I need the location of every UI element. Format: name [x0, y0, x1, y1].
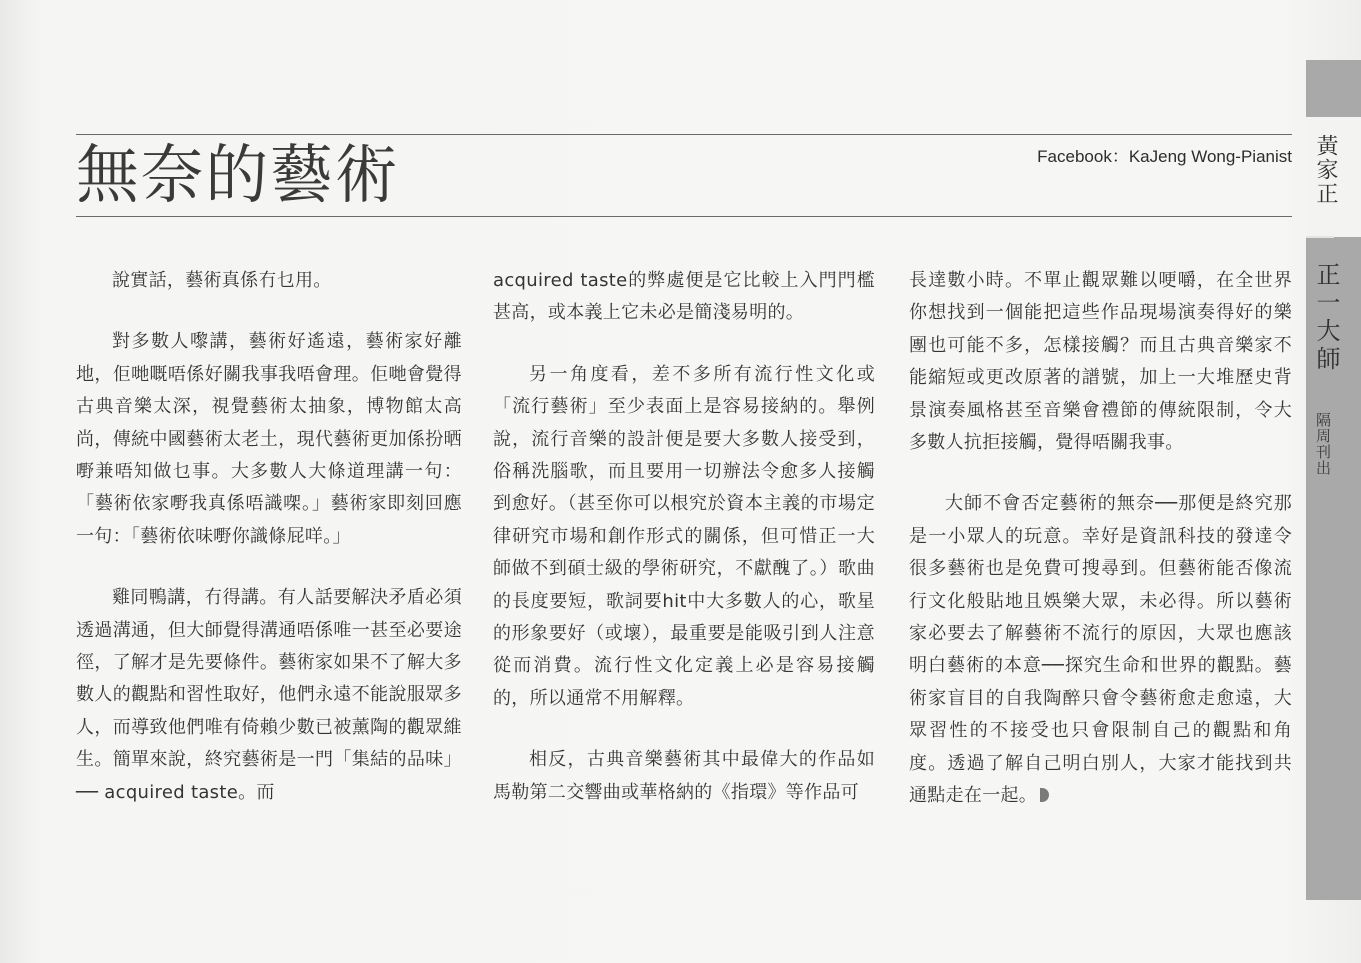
- header-top-rule: [76, 134, 1292, 135]
- paragraph-4: acquired taste的弊處便是它比較上入門門檻甚高，或本義上它未必是簡淺易明的。: [493, 270, 875, 324]
- paragraph-8: [909, 488, 1292, 812]
- article-column-1: [76, 265, 462, 838]
- sidebar-separator: [1306, 236, 1334, 238]
- paragraph-8-text: 大師不會否定藝術的無奈──那便是終究那是一小眾人的玩意。幸好是資訊科技的發達令很多藝術也是免費可搜尋到。但藝術能否像流行文化般貼地且娛樂大眾，未必得。所以藝術家必要去了解藝術不流行的原因，大眾也應該明白藝術的本意──探究生命和世界的觀點。藝術家盲目的自我陶醉只會令藝術愈走愈遠，大眾習性的不接受也只會限制自己的觀點和角度。透過了解自己明白別人，大家才能找到共通點走在一起。: [909, 493, 1292, 807]
- facebook-credit: Facebook：KaJeng Wong-Pianist: [1037, 147, 1292, 166]
- article-column-2: [493, 265, 875, 838]
- paragraph-6: 相反，古典音樂藝術其中最偉大的作品如馬勒第二交響曲或華格納的《指環》等作品可: [493, 749, 875, 803]
- author-name: 黃家正: [1313, 134, 1338, 206]
- paragraph-2: 對多數人嚟講，藝術好遙遠，藝術家好離地，佢哋嘅唔係好關我事我唔會理。佢哋會覺得古典音樂太深，視覺藝術太抽象，博物館太高尚，傳統中國藝術太老土，現代藝術更加係扮晒嘢兼唔知做乜事。大多數人大條道理講一句：「藝術依家嘢我真係唔識㗎。」藝術家即刻回應一句：「藝術依味嘢你識條屁咩。」: [76, 331, 462, 547]
- paragraph-1: 說實話，藝術真係冇乜用。: [112, 270, 332, 291]
- end-mark-icon: [1040, 788, 1049, 802]
- paragraph-7: 長達數小時。不單止觀眾難以哽嚼，在全世界你想找到一個能把這些作品現場演奏得好的樂團也可能不多，怎樣接觸？而且古典音樂家不能縮短或更改原著的譜號，加上一大堆歷史背景演奏風格甚至音樂會禮節的傳統限制，令大多數人抗拒接觸，覺得唔關我事。: [909, 270, 1292, 454]
- paragraph-5: 另一角度看，差不多所有流行性文化或「流行藝術」至少表面上是容易接納的。舉例說，流行音樂的設計便是要大多數人接受到，俗稱洗腦歌，而且要用一切辦法令愈多人接觸到愈好。（甚至你可以根究於資本主義的市場定律研究市場和創作形式的關係，但可惜正一大師做不到碩士級的學術研究，不獻醜了。）歌曲的長度要短，歌詞要hit中大多數人的心，歌星的形象要好（或壞），最重要是能吸引到人注意從而消費。流行性文化定義上必是容易接觸的，所以通常不用解釋。: [493, 363, 875, 709]
- article-title: 無奈的藝術: [76, 139, 400, 213]
- header-bottom-rule: [76, 216, 1292, 217]
- publication-frequency: 隔周刊出: [1314, 412, 1332, 476]
- paragraph-3: 雞同鴨講，冇得講。有人話要解決矛盾必須透過溝通，但大師覺得溝通唔係唯一甚至必要途徑，了解才是先要條件。藝術家如果不了解大多數人的觀點和習性取好，他們永遠不能說服眾多人，而導致他們唯有倚賴少數已被薰陶的觀眾維生。簡單來說，終究藝術是一門「集結的品味」── acquired taste。而: [76, 587, 462, 803]
- column-name: 正一大師: [1312, 262, 1340, 374]
- article-column-3: [909, 265, 1292, 842]
